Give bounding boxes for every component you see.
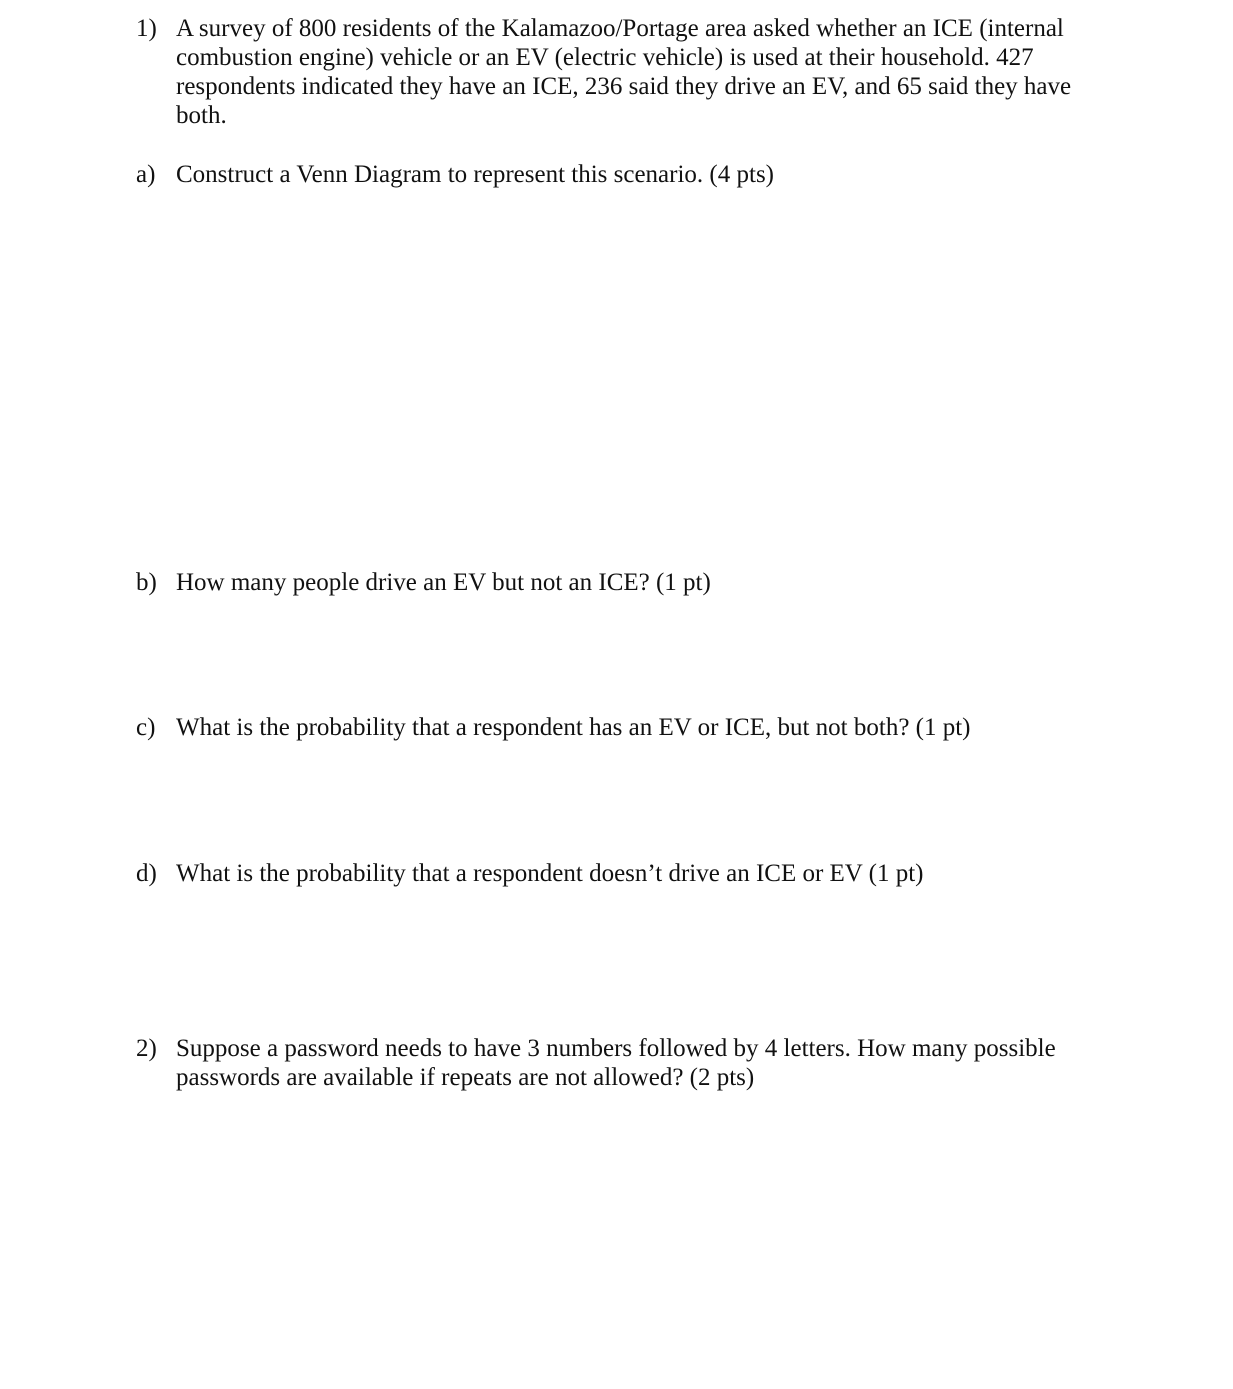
question-line: both. — [176, 102, 227, 129]
question-number: d) — [136, 860, 157, 887]
question-text — [176, 1034, 1106, 1092]
question-line: What is the probability that a respondent doesn’t drive an ICE or EV (1 pt) — [176, 860, 924, 887]
question-number: c) — [136, 714, 156, 741]
question-text — [176, 713, 1106, 742]
question-text — [176, 568, 1106, 597]
question-number: a) — [136, 161, 156, 188]
question-line: How many people drive an EV but not an ICE? (1 pt) — [176, 569, 711, 596]
question-line: respondents indicated they have an ICE, 236 said they drive an EV, and 65 said they have — [176, 73, 1072, 100]
question-line: What is the probability that a respondent has an EV or ICE, but not both? (1 pt) — [176, 714, 971, 741]
question-1 — [136, 14, 1136, 130]
question-2 — [136, 1034, 1136, 1092]
question-line: passwords are available if repeats are not allowed? (2 pts) — [176, 1064, 755, 1091]
question-line: A survey of 800 residents of the Kalamazoo/Portage area asked whether an ICE (internal — [176, 15, 1064, 42]
question-1b — [136, 568, 1136, 597]
question-line: combustion engine) vehicle or an EV (electric vehicle) is used at their household. 427 — [176, 44, 1034, 71]
question-text — [176, 14, 1106, 130]
question-text — [176, 859, 1106, 888]
question-text — [176, 160, 1106, 189]
question-1d — [136, 859, 1136, 888]
question-number: 1) — [136, 15, 157, 42]
question-line: Construct a Venn Diagram to represent this scenario. (4 pts) — [176, 161, 774, 188]
question-1a — [136, 160, 1136, 189]
question-number: b) — [136, 569, 157, 596]
question-1c — [136, 713, 1136, 742]
question-line: Suppose a password needs to have 3 numbers followed by 4 letters. How many possible — [176, 1035, 1056, 1062]
question-number: 2) — [136, 1035, 157, 1062]
